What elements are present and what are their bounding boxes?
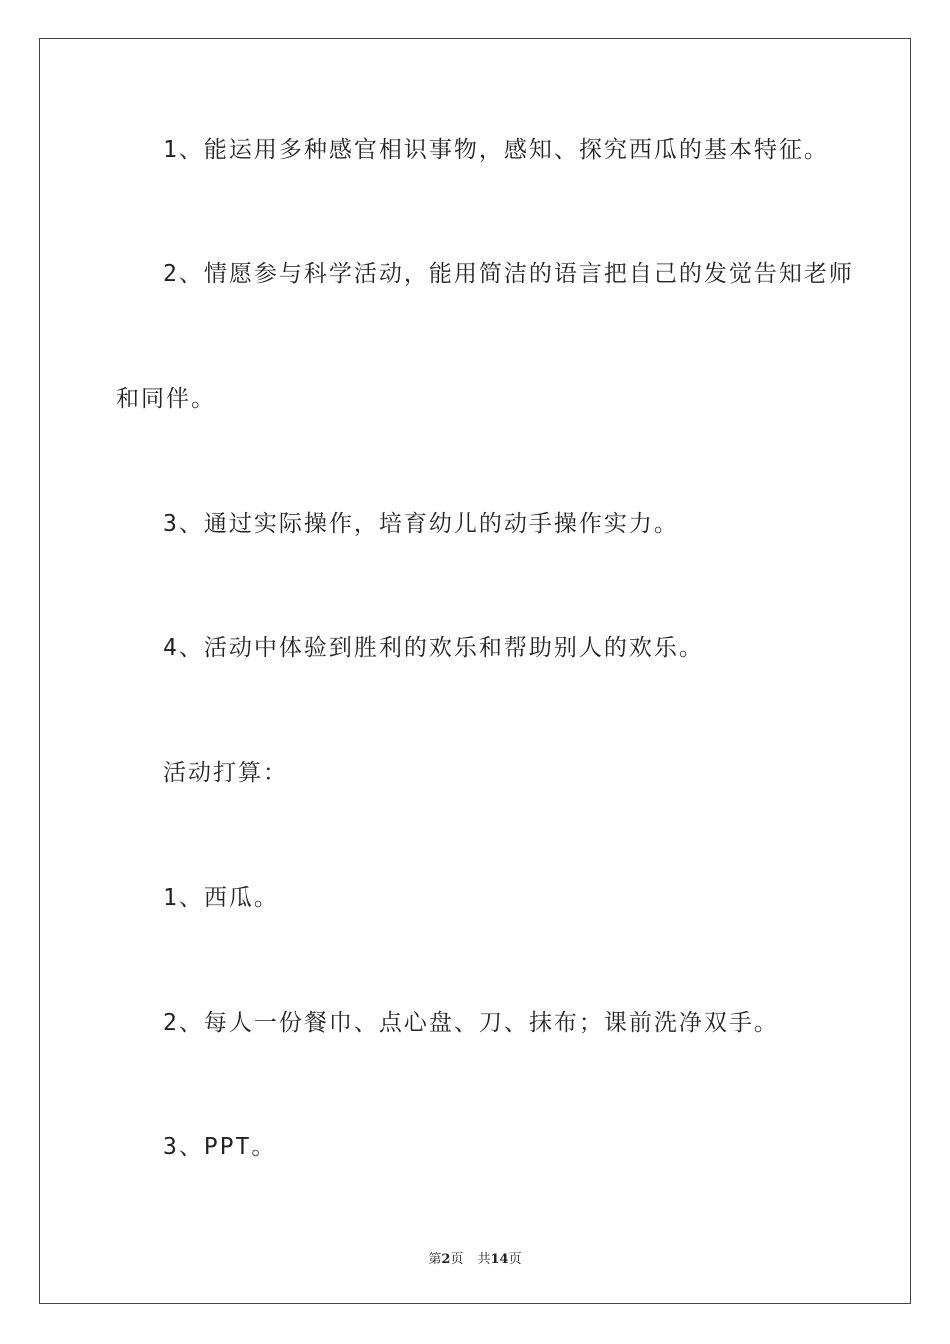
paragraph-preparation-1: 1、西瓜。: [163, 885, 279, 911]
paragraph-preparation-3: 3、PPT。: [163, 1134, 277, 1160]
footer-total-suffix: 页: [508, 1252, 522, 1267]
footer-page-suffix: 页: [450, 1252, 464, 1267]
page-footer: [0, 1248, 950, 1267]
footer-page-prefix: 第: [428, 1252, 442, 1267]
section-heading-preparation: 活动打算：: [163, 760, 288, 786]
paragraph-preparation-2: 2、每人一份餐巾、点心盘、刀、抹布；课前洗净双手。: [163, 1010, 779, 1036]
page-frame: [39, 38, 911, 1304]
paragraph-objective-4: 4、活动中体验到胜利的欢乐和帮助别人的欢乐。: [163, 635, 704, 661]
footer-total-pages: 14: [490, 1252, 509, 1267]
footer-page-number: 2: [441, 1252, 451, 1267]
footer-total-prefix: 共: [477, 1252, 491, 1267]
paragraph-objective-3: 3、通过实际操作，培育幼儿的动手操作实力。: [163, 511, 679, 537]
paragraph-objective-2-continued: 和同伴。: [116, 386, 216, 412]
paragraph-objective-1: 1、能运用多种感官相识事物，感知、探究西瓜的基本特征。: [163, 137, 829, 163]
paragraph-objective-2: 2、情愿参与科学活动，能用简洁的语言把自己的发觉告知老师: [163, 261, 854, 287]
